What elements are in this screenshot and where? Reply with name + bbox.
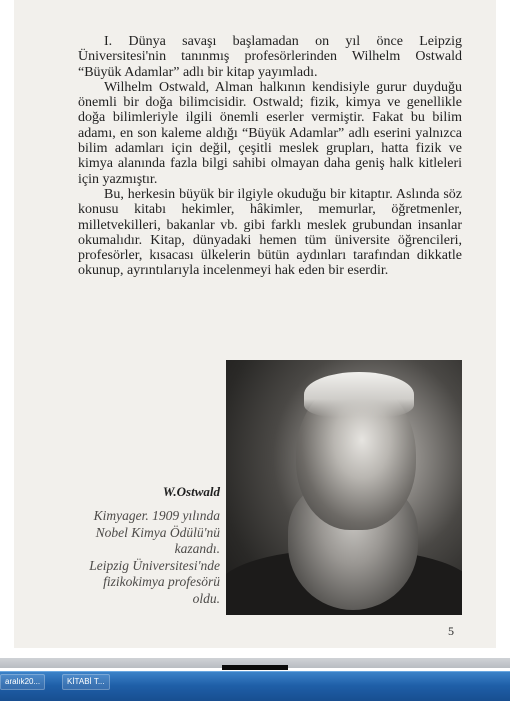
caption-line: Nobel Kimya Ödülü'nü: [95, 524, 220, 540]
caption-line: Leipzig Üniversitesi'nde: [89, 557, 220, 573]
caption-line: oldu.: [192, 590, 220, 606]
paragraph: I. Dünya savaşı başlamadan on yıl önce Leipzig Üniversitesi'nin tanınmış profesörlerinden Wilhelm Ostwald “Büyük Adamlar” adlı bir kitap yayımladı.: [78, 34, 462, 80]
body-text: [78, 34, 462, 279]
caption-line: kazandı.: [174, 541, 220, 556]
caption-name: W.Ostwald: [162, 484, 220, 499]
caption-line: fizikokimya profesörü: [103, 574, 220, 589]
taskbar: [0, 671, 510, 701]
caption-text: [50, 508, 220, 607]
scroll-thumb[interactable]: [222, 665, 288, 670]
photo-hair: [304, 372, 414, 417]
paragraph: Wilhelm Ostwald, Alman halkının kendisiyle gurur duyduğu önemli bir doğa bilimcisidir. Ostwald; fizik, kimya ve genellikle doğa bilimleriyle ilgili önemli eserler vermiştir. Fakat bu bilim adamı, en son kaleme aldığı “Büyük Adamlar” adlı eserini yalnızca bilim adamları için değil, çeşitli meslek grupları, hatta fizik ve kimya alanında fazla bilgi sahibi olmayan daha geniş halk kitleleri için yazmıştır.: [78, 79, 462, 187]
paragraph: Bu, herkesin büyük bir ilgiyle okuduğu bir kitaptır. Aslında söz konusu kitabı hekimler, hâkimler, memurlar, öğretmenler, milletvekilleri, bakanlar vb. gibi farklı meslek grubundan insanlar okumalıdır. Kitap, dünyadaki hemen tüm üniversite öğrencileri, profesörler, kısacası ülkelerin bütün aydınları tarafından dikkatle okunup, ayrıntılarıyla incelenmeyi hak eden bir eserdir.: [78, 186, 462, 279]
caption-line: Kimyager. 1909 yılında: [93, 508, 220, 523]
page-number: 5: [448, 624, 454, 638]
taskbar-item-aralik[interactable]: aralık20...: [0, 674, 45, 690]
portrait-photo: [226, 360, 462, 615]
taskbar-item-kitabi[interactable]: KİTABİ T...: [62, 674, 110, 690]
